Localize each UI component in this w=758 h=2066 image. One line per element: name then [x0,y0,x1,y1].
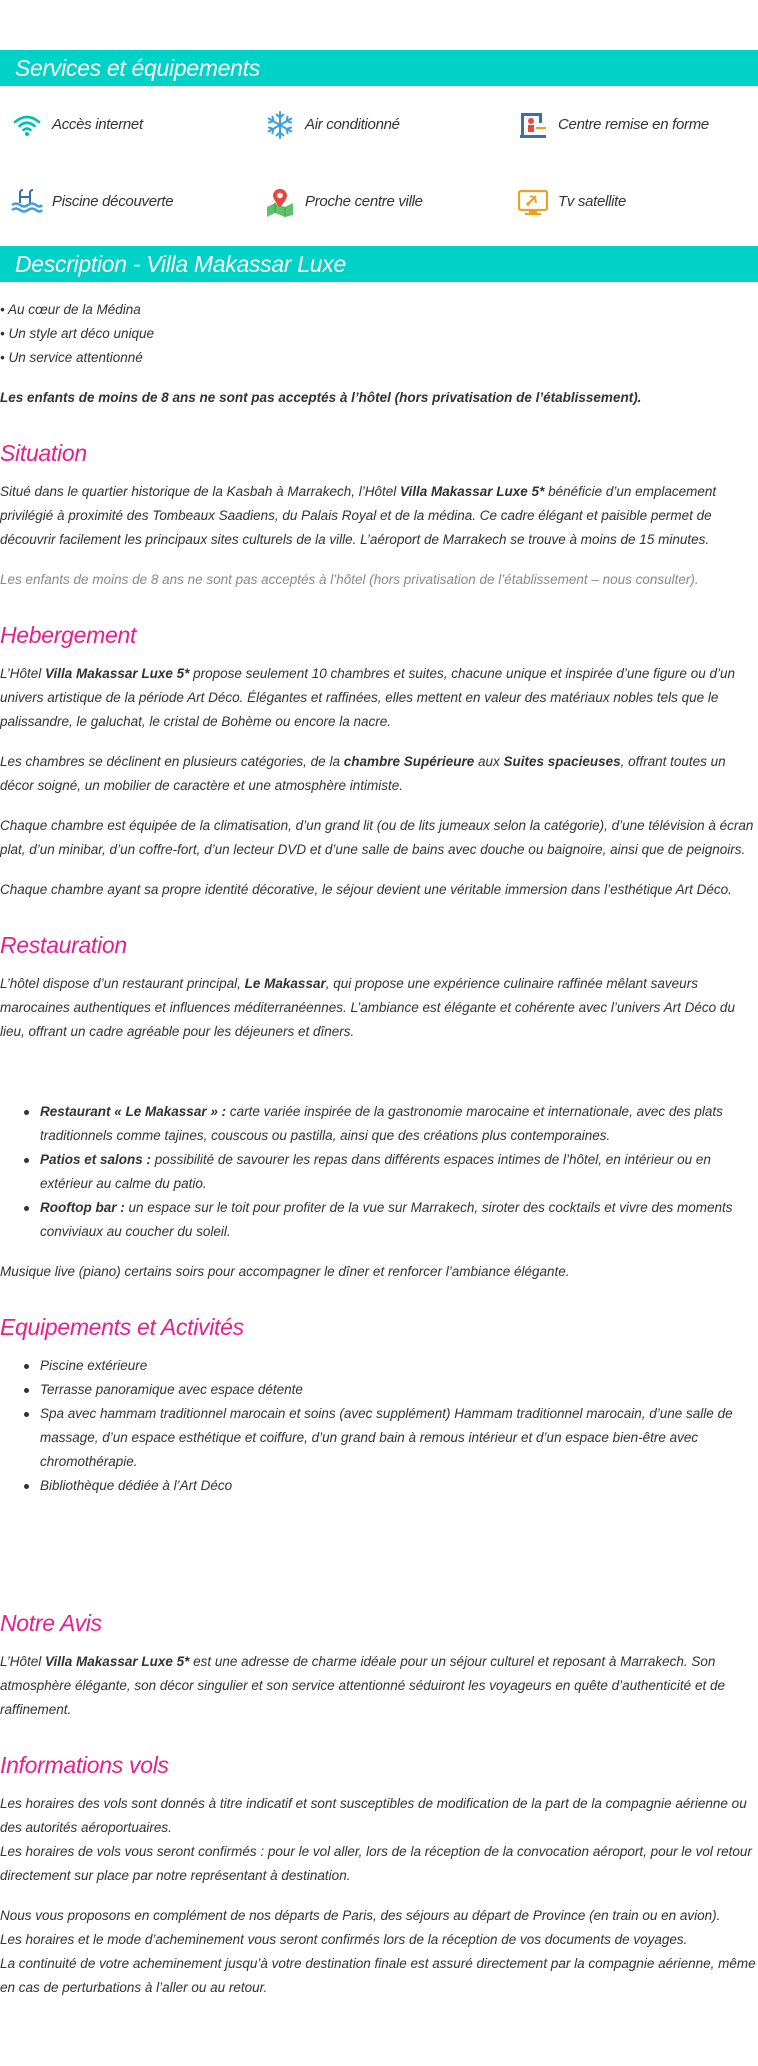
service-label: Accès internet [52,116,143,133]
restauration-list [0,1100,758,1244]
text-span: Les chambres se déclinent en plusieurs catégories, de la [0,754,344,769]
service-label: Piscine découverte [52,192,174,210]
text-span: propose seulement 10 chambres et suites, chacune unique et inspirée d’une figure ou d’un univers artistique de la période Art Déco. Élégantes et raffinées, elles mettent en valeur des matériaux nobles tels que le palissandre, le galuchat, le cristal de Bohème ou encore la nacre. [0,666,735,729]
vols-line-1: Les horaires des vols sont donnés à titre indicatif et sont susceptibles de modification de la part de la compagnie aérienne ou des autorités aéroportuaires. [0,1796,747,1835]
list-item: Bibliothèque dédiée à l’Art Déco [40,1474,758,1498]
item-text: possibilité de savourer les repas dans différents espaces intimes de l’hôtel, en intérieur ou en extérieur au calme du patio. [40,1152,711,1191]
tv-icon [516,187,550,217]
list-item [40,1196,758,1244]
description-section [0,282,758,2000]
equipements-list [0,1354,758,1498]
list-item: Spa avec hammam traditionnel marocain et soins (avec supplément) Hammam traditionnel marocain, d’une salle de massage, d’un espace esthétique et coiffure, d’un grand bain à remous intérieur et d’un espace bien-être avec chromothérapie. [40,1402,758,1474]
hebergement-heading: Hebergement [0,622,137,648]
highlight-item: • Un style art déco unique [0,326,155,341]
pool-icon [10,187,44,217]
highlight-item: • Un service attentionné [0,350,143,365]
spacer [0,1498,758,1580]
vols-line-3: Nous vous proposons en complément de nos départs de Paris, des séjours au départ de Province (en train ou en avion). [0,1908,721,1923]
services-heading: Services et équipements [0,50,758,86]
restaurant-name: Le Makassar [244,976,326,991]
hotel-name: Villa Makassar Luxe 5* [399,484,545,499]
text-span: aux [474,754,504,769]
text-span: est une adresse de charme idéale pour un séjour culturel et reposant à Marrakech. Son atmosphère élégante, son décor singulier et son service attentionné séduiront les voyageurs en quête d’authenticité et de raffinement. [0,1654,725,1717]
restauration-paragraph [0,972,758,1044]
situation-children-note: Les enfants de moins de 8 ans ne sont pas acceptés à l’hôtel (hors privatisation de l’établissement – nous consulter). [0,572,699,587]
fitness-icon [516,110,550,140]
service-item-fitness [516,108,758,142]
item-title: Rooftop bar : [40,1200,125,1215]
list-item: Terrasse panoramique avec espace détente [40,1378,758,1402]
map-pin-icon [263,187,297,217]
list-item [40,1148,758,1196]
music-note: Musique live (piano) certains soirs pour accompagner le dîner et renforcer l’ambiance élégante. [0,1264,570,1279]
text-span: bénéficie d’un emplacement privilégié à proximité des Tombeaux Saadiens, du Palais Royal et de la médina. Ce cadre élégant et paisible permet de découvrir facilement les principaux sites culturels de la ville. L’aéroport de Marrakech se trouve à moins de 15 minutes. [0,484,717,547]
vols-line-2: Les horaires de vols vous seront confirmés : pour le vol aller, lors de la réception de la convocation aéroport, pour le vol retour directement sur place par notre représentant à destination. [0,1844,752,1883]
highlight-item: • Au cœur de la Médina [0,302,141,317]
list-item: Piscine extérieure [40,1354,758,1378]
text-span: L’Hôtel [0,1654,46,1669]
service-item-internet [10,108,263,142]
service-item-city-center [263,185,516,219]
text-span: Situé dans le quartier historique de la Kasbah à Marrakech, l’Hôtel [0,484,400,499]
service-item-pool [10,185,263,219]
avis-paragraph [0,1650,758,1722]
item-text: un espace sur le toit pour profiter de la vue sur Marrakech, siroter des cocktails et vivre des moments conviviaux au coucher du soleil. [40,1200,733,1239]
item-text: carte variée inspirée de la gastronomie marocaine et internationale, avec des plats traditionnels comme tajines, couscous ou pastilla, ainsi que des créations plus contemporaines. [40,1104,723,1143]
service-item-tv [516,185,758,219]
children-note: Les enfants de moins de 8 ans ne sont pas acceptés à l’hôtel (hors privatisation de l’établissement). [0,390,642,405]
spacer [0,1044,758,1100]
situation-paragraph [0,480,758,552]
highlights-list [0,298,758,370]
room-type: Suites spacieuses [503,754,621,769]
wifi-icon [10,110,44,140]
description-heading: Description - Villa Makassar Luxe [0,246,758,282]
hotel-name: Villa Makassar Luxe 5* [45,1654,190,1669]
hebergement-paragraph-1 [0,662,758,734]
hebergement-paragraph-3: Chaque chambre est équipée de la climatisation, d’un grand lit (ou de lits jumeaux selon la catégorie), d’une télévision à écran plat, d’un minibar, d’un coffre-fort, d’un lecteur DVD et d’une salle de bains avec douche ou baignoire, ainsi que de peignoirs. [0,818,754,857]
service-label: Air conditionné [305,116,400,133]
room-type: chambre Supérieure [343,754,475,769]
services-grid [0,86,758,246]
hebergement-paragraph-4: Chaque chambre ayant sa propre identité décorative, le séjour devient une véritable immersion dans l’esthétique Art Déco. [0,882,732,897]
avis-heading: Notre Avis [0,1610,102,1636]
list-item [40,1100,758,1148]
text-span: L’hôtel dispose d’un restaurant principal, [0,976,245,991]
text-span: , offrant toutes un décor soigné, un mobilier de caractère et une atmosphère intimiste. [0,754,726,793]
item-title: Patios et salons : [40,1152,152,1167]
item-title: Restaurant « Le Makassar » : [40,1104,227,1119]
restauration-heading: Restauration [0,932,127,958]
service-label: Tv satellite [558,192,627,210]
text-span: , qui propose une expérience culinaire raffinée mêlant saveurs marocaines authentiques et influences méditerranéennes. L’ambiance est élégante et cohérente avec l’univers Art Déco du lieu, offrant un cadre agréable pour les déjeuners et dîners. [0,976,735,1039]
service-label: Centre remise en forme [558,116,709,133]
equipements-heading: Equipements et Activités [0,1314,244,1340]
service-item-air-conditioning [263,108,516,142]
situation-heading: Situation [0,440,87,466]
text-span: L’Hôtel [0,666,46,681]
hotel-name: Villa Makassar Luxe 5* [45,666,190,681]
vols-heading: Informations vols [0,1752,169,1778]
service-label: Proche centre ville [305,192,423,210]
vols-line-4: Les horaires et le mode d’acheminement vous seront confirmés lors de la réception de vos documents de voyages. [0,1932,688,1947]
vols-line-5: La continuité de votre acheminement jusqu’à votre destination finale est assuré directement par la compagnie aérienne, même en cas de perturbations à l’aller ou au retour. [0,1956,756,1995]
snowflake-icon [263,110,297,140]
hebergement-paragraph-2 [0,750,758,798]
